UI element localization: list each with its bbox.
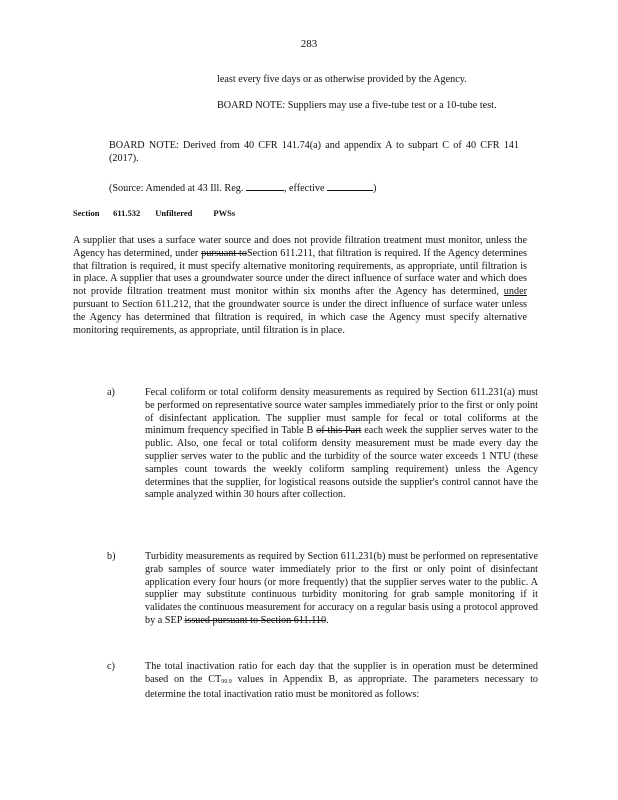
source-suffix: ) (373, 183, 377, 194)
board-note-five-tube: BOARD NOTE: Suppliers may use a five-tube test or a 10-tube test. (217, 100, 497, 111)
effective-blank (327, 181, 373, 191)
inserted-text: under (503, 286, 527, 298)
board-note-derived: BOARD NOTE: Derived from 40 CFR 141.74(a) and appendix A to subpart C of 40 CFR 141 (2017). (109, 140, 519, 164)
section-title-2: PWSs (213, 208, 236, 218)
deleted-text: of this Part (316, 425, 362, 437)
section-number: 611.532 (113, 208, 141, 218)
item-b-text: Turbidity measurements as required by Section 611.231(b) must be performed on representative grab samples of source water immediately prior to the first or only point of disinfectant application every four hours (or more frequently) that the supplier serves water to the public. A supplier may substitute continuous turbidity monitoring for grab sample monitoring if it validates the continuous measurement for accuracy on a regular basis using a protocol approved by a SEP issued pursuant to Section 611.110. (145, 551, 538, 626)
item-a-label: a) (107, 387, 115, 398)
deleted-text: issued pursuant to Section 611.110 (184, 614, 327, 626)
page-number: 283 (300, 38, 318, 50)
ct-subscript: 99.9 (221, 678, 232, 685)
source-prefix: (Source: Amended at 43 Ill. Reg. (109, 183, 244, 194)
section-heading (73, 208, 235, 218)
item-c-label: c) (107, 661, 115, 672)
deleted-text: pursuant to (201, 247, 247, 259)
item-a-text: Fecal coliform or total coliform density measurements as required by Section 611.231(a) must be performed on representative source water samples immediately prior to the first or only point of disinfectant application. The supplier must sample for fecal or total coliforms at the minimum frequency specified in Table B of this Part each week the supplier serves water to the public. Also, one fecal or total coliform density measurement must be made every day the supplier serves water to the public and the turbidity of the source water exceeds 1 NTU (these samples count towards the weekly coliform sampling requirement) unless the Agency determines that the supplier, for logistical reasons outside the supplier's control cannot have the sample analyzed within 30 hours after collection. (145, 387, 538, 501)
source-note (109, 181, 376, 196)
item-b-label: b) (107, 551, 116, 562)
continued-line: least every five days or as otherwise provided by the Agency. (217, 74, 467, 85)
section-label: Section (73, 208, 100, 218)
reg-blank (246, 181, 284, 191)
section-title-1: Unfiltered (155, 208, 193, 218)
source-mid: , effective (283, 183, 325, 194)
item-c-text: The total inactivation ratio for each day that the supplier is in operation must be determined based on the $CT_{99.9}$ values in Appendix B, as appropriate. The parameters necessary to determine the total inactivation ratio must be monitored as follows: (145, 661, 538, 700)
intro-paragraph: A supplier that uses a surface water source and does not provide filtration treatment must monitor, unless the Agency has determined, under pursuant toSection 611.211, that filtration is required. If the Agency determines that filtration is required, it must specify alternative monitoring requirements, as appropriate, until filtration is in place. A supplier that uses a groundwater source under the direct influence of surface water and which does not provide filtration treatment must monitor within six months after the Agency has determined, under pursuant to Section 611.212, that the groundwater source is under the direct influence of surface water unless the Agency has determined that filtration is required, in which case the Agency must specify alternative monitoring requirements, as appropriate, until filtration is in place. (73, 235, 527, 336)
